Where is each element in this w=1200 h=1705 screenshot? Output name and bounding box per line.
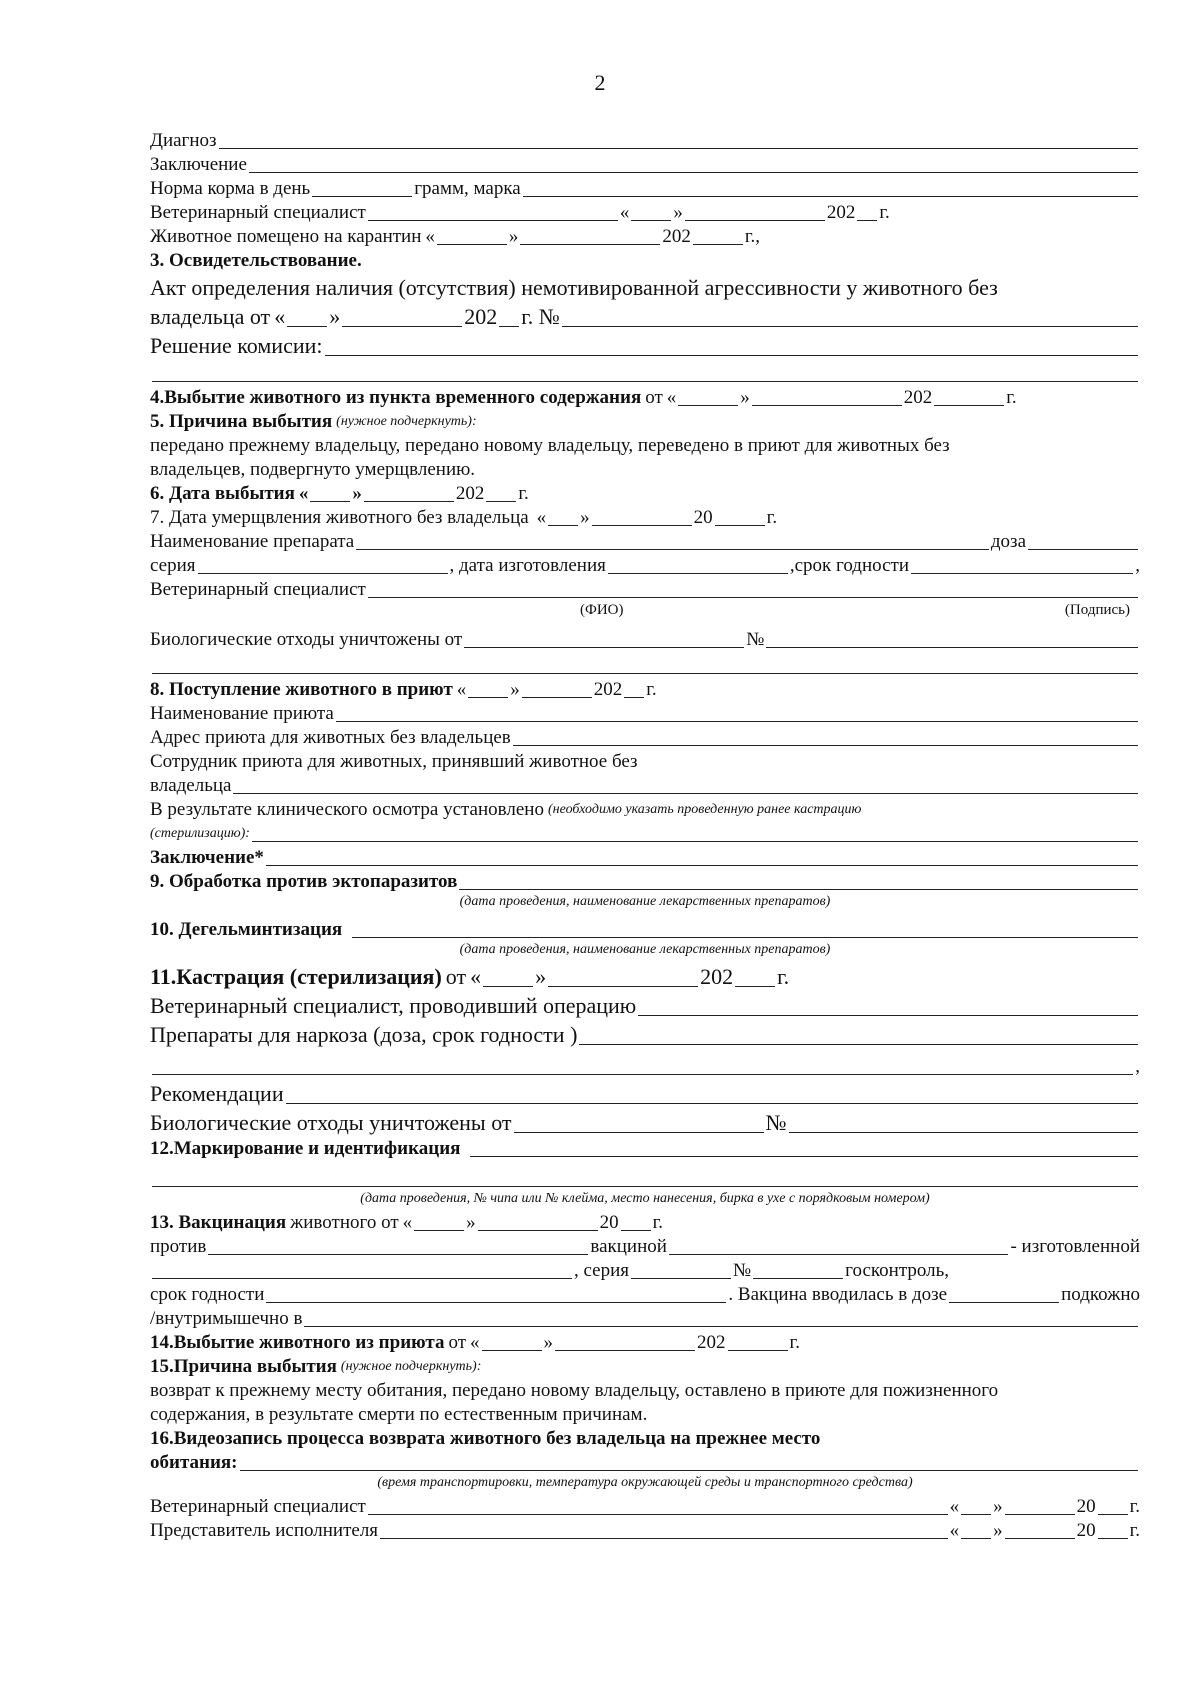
s7-bio-no-label: № (746, 629, 765, 650)
s4-year-suffix: г. (1006, 387, 1017, 408)
s9-field[interactable] (459, 889, 1138, 890)
s8-employee-label2: владельца (150, 775, 232, 796)
s7-day-field[interactable] (548, 525, 578, 526)
s7-series-field[interactable] (198, 573, 448, 574)
s3-act-from: владельца от (150, 304, 271, 329)
s7-bio-label: Биологические отходы уничтожены от (150, 629, 463, 650)
s16-vet-row (150, 1494, 1140, 1518)
s13-against-field[interactable] (208, 1254, 588, 1255)
s3-act-line2 (150, 301, 1140, 330)
s3-decision-line2 (150, 359, 1140, 385)
vet-year-suffix: г. (879, 202, 890, 223)
s7-series-row (150, 553, 1140, 577)
s16-hint: (время транспортировки, температура окружающей среды и транспортного средства) (377, 1475, 913, 1490)
s13-text: животного от (290, 1212, 399, 1233)
s16-hint-row (150, 1474, 1140, 1494)
s13-dose-label: . Вакцина вводилась в дозе (728, 1284, 948, 1305)
s11-vet-field[interactable] (638, 1015, 1138, 1016)
s7-vet-hints (150, 601, 1140, 621)
s7-drug-row (150, 529, 1140, 553)
s8-year-suffix: г. (646, 679, 657, 700)
s4-day-field[interactable] (678, 405, 738, 406)
s15-text1-row (150, 1378, 1140, 1402)
quote-open: « (619, 202, 630, 223)
s16-vet-day-field[interactable] (961, 1514, 991, 1515)
vet-label: Ветеринарный специалист (150, 202, 366, 223)
s3-month-field[interactable] (342, 326, 462, 327)
s8-employee-label1: Сотрудник приюта для животных, принявший животное без (150, 751, 638, 772)
quote-close: » (993, 1520, 1003, 1541)
s15-text1: возврат к прежнему месту обитания, передано новому владельцу, оставлено в приюте для пожизненного (150, 1380, 999, 1401)
s7-year-suffix: г. (766, 507, 778, 528)
s7-expiry-field[interactable] (911, 573, 1133, 574)
s3-decision-label: Решение комисии: (150, 333, 323, 358)
s8-exam-row (150, 797, 1140, 821)
s3-decision-row (150, 330, 1140, 359)
s14-year-suffix: г. (789, 1332, 800, 1353)
section-13-title: 13. Вакцинация (150, 1212, 287, 1233)
s13-im-label: /внутримышечно в (150, 1308, 303, 1329)
s13-expiry-row (150, 1282, 1140, 1306)
s13-vaccine-field[interactable] (669, 1254, 1009, 1255)
s11-recommend-field[interactable] (286, 1103, 1138, 1104)
s13-im-field[interactable] (304, 1326, 1138, 1327)
s13-dose-field[interactable] (949, 1302, 1059, 1303)
s8-conclusion-row (150, 845, 1140, 869)
s5-hint: (нужное подчеркнуть): (336, 414, 477, 429)
s7-fio-hint: (ФИО) (580, 602, 624, 618)
quote-close: » (580, 507, 590, 528)
s11-recommend-label: Рекомендации (150, 1081, 284, 1106)
quote-close: » (352, 483, 362, 504)
s11-bio-no-field[interactable] (789, 1132, 1138, 1133)
s7-bio-line2 (150, 651, 1140, 677)
s12-field[interactable] (470, 1156, 1138, 1157)
section-14-title: 14.Выбытие животного из приюта (150, 1332, 445, 1353)
s13-year-suffix: г. (652, 1212, 664, 1233)
s14-month-field[interactable] (555, 1350, 695, 1351)
section-11-row (150, 961, 1140, 990)
s11-bio-no-label: № (765, 1110, 787, 1135)
s10-hint-row (150, 941, 1140, 961)
s11-month-field[interactable] (548, 986, 698, 987)
s16-rep-row (150, 1518, 1140, 1542)
s7-drug-field[interactable] (356, 549, 989, 550)
section-16-title1: 16.Видеозапись процесса возврата животного без владельца на прежнее место (150, 1428, 821, 1449)
s4-year-field[interactable] (934, 405, 1004, 406)
s7-dose-label: доза (990, 531, 1026, 552)
section-11-title: 11.Кастрация (стерилизация) (150, 964, 442, 989)
feed-norm-label: Норма корма в день (150, 178, 311, 199)
s13-expiry-field[interactable] (266, 1302, 726, 1303)
s11-comma: , (1135, 1056, 1140, 1077)
s10-hint: (дата проведения, наименование лекарственных препаратов) (459, 942, 831, 957)
s8-exam-hint2: (стерилизацию): (150, 826, 250, 841)
s7-month-field[interactable] (592, 525, 692, 526)
s7-bio-row (150, 621, 1140, 651)
quote-close: » (510, 679, 520, 700)
s11-drugs-row2 (150, 1048, 1140, 1078)
section-16-row1 (150, 1426, 1140, 1450)
s13-sub-label: подкожно (1061, 1284, 1140, 1305)
conclusion-row (150, 152, 1140, 176)
section-5-title: 5. Причина выбытия (150, 411, 333, 432)
s15-text2-row (150, 1402, 1140, 1426)
s7-year-field[interactable] (715, 525, 765, 526)
s16-vet-year: 20 (1076, 1496, 1096, 1517)
s15-hint: (нужное подчеркнуть): (340, 1359, 482, 1374)
s13-series-field[interactable] (631, 1278, 731, 1279)
quote-open: « (470, 964, 482, 989)
s13-vaccine-label: вакциной (590, 1236, 667, 1257)
s7-sign-hint: (Подпись) (1064, 602, 1130, 618)
s8-exam-label: В результате клинического осмотра установлено (150, 799, 544, 820)
s16-rep-day-field[interactable] (961, 1538, 991, 1539)
s7-made-field[interactable] (608, 573, 788, 574)
s13-series-label: , серия (574, 1260, 630, 1281)
quote-close: » (673, 202, 683, 223)
s8-conclusion-field[interactable] (266, 865, 1138, 866)
s8-exam-row2 (150, 821, 1140, 845)
s11-drugs-row (150, 1019, 1140, 1048)
s7-drug-label: Наименование препарата (150, 531, 355, 552)
s13-year: 20 (599, 1212, 619, 1233)
section-5-row (150, 409, 1140, 433)
quote-close: » (329, 304, 341, 329)
s8-exam-field[interactable] (252, 841, 1138, 842)
s13-control-label: госконтроль, (845, 1260, 949, 1281)
vet-year: 202 (826, 202, 856, 223)
s11-drugs-label: Препараты для наркоза (доза, срок годности ) (150, 1022, 578, 1047)
s7-dose-field[interactable] (1028, 549, 1138, 550)
s8-employee-row2 (150, 773, 1140, 797)
s14-year: 202 (697, 1332, 726, 1353)
quote-close: » (466, 1212, 476, 1233)
section-15-row (150, 1354, 1140, 1378)
s16-vet-month-field[interactable] (1005, 1514, 1075, 1515)
quote-close: » (740, 387, 750, 408)
s8-year-field[interactable] (624, 697, 644, 698)
section-13-row (150, 1210, 1140, 1234)
s13-im-row (150, 1306, 1140, 1330)
section-7-title: 7. Дата умерщвления животного без владельца (150, 507, 529, 528)
s7-bio-date-field[interactable] (464, 647, 744, 648)
s3-number-field[interactable] (562, 326, 1138, 327)
quarantine-year-field[interactable] (693, 244, 743, 245)
s11-drugs-field[interactable] (579, 1044, 1138, 1045)
diagnosis-row (150, 128, 1140, 152)
section-4-row (150, 385, 1140, 409)
s3-act-text: Акт определения наличия (отсутствия) немотивированной агрессивности у животного без (150, 275, 998, 300)
s8-address-row (150, 725, 1140, 749)
s8-exam-hint1: (необходимо указать проведенную ранее кастрацию (547, 802, 862, 817)
s11-bio-date-field[interactable] (514, 1132, 764, 1133)
s7-bio-no-field[interactable] (766, 647, 1138, 648)
s8-name-row (150, 701, 1140, 725)
s11-drugs-field-2[interactable] (152, 1074, 1133, 1075)
quote-open: « (298, 483, 309, 504)
s16-rep-year-field[interactable] (1098, 1538, 1128, 1539)
s3-year: 202 (464, 304, 498, 329)
s11-recommend-row (150, 1078, 1140, 1107)
section-8-title: 8. Поступление животного в приют (150, 679, 453, 700)
s12-line2 (150, 1160, 1140, 1190)
s13-month-field[interactable] (478, 1230, 598, 1231)
s13-no-field[interactable] (753, 1278, 843, 1279)
s9-hint-row (150, 893, 1140, 913)
quote-open: « (949, 1520, 960, 1541)
s5-text1-row (150, 433, 1140, 457)
s11-from: от (445, 964, 467, 989)
section-6-row (150, 481, 1140, 505)
s5-text2: владельцев, подвергнуто умерщвлению. (150, 459, 476, 480)
quote-open: « (425, 226, 435, 247)
quote-open: « (666, 387, 677, 408)
s11-day-field[interactable] (483, 986, 533, 987)
s16-rep-month-field[interactable] (1005, 1538, 1075, 1539)
diagnosis-field[interactable] (219, 148, 1138, 149)
section-7-row (150, 505, 1140, 529)
s13-expiry-label: срок годности (150, 1284, 265, 1305)
s8-employee-field[interactable] (233, 793, 1138, 794)
s8-address-field[interactable] (513, 745, 1138, 746)
s11-bio-row (150, 1107, 1140, 1136)
s14-day-field[interactable] (482, 1350, 542, 1351)
quote-open: « (470, 1332, 480, 1353)
s11-bio-label: Биологические отходы уничтожены от (150, 1110, 512, 1135)
quote-open: « (274, 304, 286, 329)
quote-close: » (543, 1332, 554, 1353)
s7-year: 20 (693, 507, 713, 528)
s11-vet-label: Ветеринарный специалист, проводивший операцию (150, 993, 637, 1018)
s7-made-label: , дата изготовления (449, 555, 606, 576)
s16-vet-year-suffix: г. (1129, 1496, 1140, 1517)
feed-grams-label: грамм, марка (414, 178, 521, 199)
s8-conclusion-label: Заключение* (150, 847, 264, 868)
s9-hint: (дата проведения, наименование лекарственных препаратов) (459, 894, 831, 909)
section-4-title: 4.Выбытие животного из пункта временного содержания (150, 387, 642, 408)
s11-year: 202 (700, 964, 734, 989)
s5-text2-row (150, 457, 1140, 481)
vet-day-field[interactable] (631, 220, 671, 221)
section-16-row2 (150, 1450, 1140, 1474)
veterinary-form (150, 128, 1140, 1542)
s11-year-field[interactable] (735, 986, 775, 987)
quarantine-day-field[interactable] (437, 244, 507, 245)
diagnosis-label: Диагноз (150, 130, 217, 151)
s7-expiry-label: ,срок годности (789, 555, 910, 576)
s4-month-field[interactable] (752, 405, 902, 406)
s13-no-label: № (733, 1260, 752, 1281)
section-3-title-row (150, 248, 1140, 272)
vet-name-field[interactable] (368, 220, 618, 221)
s6-day-field[interactable] (310, 501, 350, 502)
quote-open: « (949, 1496, 960, 1517)
s8-name-label: Наименование приюта (150, 703, 334, 724)
section-3-title: 3. Освидетельствование. (150, 250, 362, 271)
s3-decision-field-2[interactable] (152, 381, 1138, 382)
quarantine-year: 202 (662, 226, 691, 247)
s16-rep-year-suffix: г. (1129, 1520, 1140, 1541)
page-number: 2 (594, 70, 606, 95)
section-10-title: 10. Дегельминтизация (150, 919, 343, 940)
s8-year: 202 (593, 679, 623, 700)
vet-year-field[interactable] (857, 220, 877, 221)
s15-text2: содержания, в результате смерти по естественным причинам. (150, 1404, 648, 1425)
feed-brand-field[interactable] (523, 196, 1138, 197)
s13-against-label: против (150, 1236, 207, 1257)
quote-open: « (456, 679, 467, 700)
s3-act-line1 (150, 272, 1140, 301)
vet-month-field[interactable] (685, 220, 825, 221)
s3-day-field[interactable] (287, 326, 327, 327)
s7-comma: , (1135, 555, 1140, 576)
s13-series-row (150, 1258, 1140, 1282)
conclusion-label: Заключение (150, 154, 247, 175)
s13-against-row (150, 1234, 1140, 1258)
s16-vet-label: Ветеринарный специалист (150, 1496, 366, 1517)
s8-month-field[interactable] (522, 697, 592, 698)
quote-open: « (402, 1212, 413, 1233)
quote-open: « (536, 507, 547, 528)
quarantine-month-field[interactable] (520, 244, 660, 245)
s16-rep-label: Представитель исполнителя (150, 1520, 379, 1541)
s4-year: 202 (903, 387, 933, 408)
s8-employee-row1 (150, 749, 1140, 773)
s16-field[interactable] (240, 1470, 1138, 1471)
s8-day-field[interactable] (468, 697, 508, 698)
quarantine-year-suffix: г., (744, 226, 761, 247)
s6-year: 202 (455, 483, 485, 504)
s16-rep-year: 20 (1076, 1520, 1096, 1541)
s3-number-label: г. № (521, 304, 560, 329)
s10-field[interactable] (352, 937, 1138, 938)
s13-year-field[interactable] (621, 1230, 651, 1231)
s7-series-label: серия (150, 555, 196, 576)
s7-vet-row (150, 577, 1140, 601)
s8-address-label: Адрес приюта для животных без владельцев (150, 727, 511, 748)
section-16-title2: обитания: (150, 1452, 238, 1473)
s7-vet-label: Ветеринарный специалист (150, 579, 366, 600)
feed-grams-field[interactable] (312, 196, 412, 197)
s6-year-field[interactable] (486, 501, 516, 502)
s12-hint: (дата проведения, № чипа или № клейма, место нанесения, бирка в ухе с порядковым номером) (360, 1191, 930, 1206)
quote-close: » (508, 226, 519, 247)
s3-year-field[interactable] (499, 326, 519, 327)
feed-row (150, 176, 1140, 200)
s6-year-suffix: г. (518, 483, 529, 504)
s7-bio-field-2[interactable] (152, 673, 1138, 674)
section-12-title: 12.Маркирование и идентификация (150, 1138, 461, 1159)
quote-close: » (535, 964, 547, 989)
s12-field-2[interactable] (152, 1186, 1138, 1187)
quarantine-label: Животное помещено на карантин (150, 226, 422, 247)
s5-text1: передано прежнему владельцу, передано новому владельцу, переведено в приют для животных без (150, 435, 950, 456)
s14-from: от (448, 1332, 467, 1353)
s13-maker-field[interactable] (152, 1278, 572, 1279)
s16-rep-field[interactable] (380, 1538, 948, 1539)
section-14-row (150, 1330, 1140, 1354)
section-9-title: 9. Обработка против эктопаразитов (150, 871, 458, 892)
section-9-row (150, 869, 1140, 893)
s11-vet-row (150, 990, 1140, 1019)
s8-name-field[interactable] (336, 721, 1138, 722)
s11-year-suffix: г. (777, 964, 790, 989)
s4-from: от (645, 387, 663, 408)
s13-made-label: - изготовленной (1010, 1236, 1140, 1257)
section-15-title: 15.Причина выбытия (150, 1356, 337, 1377)
section-8-row (150, 677, 1140, 701)
s14-year-field[interactable] (728, 1350, 788, 1351)
s16-vet-field[interactable] (368, 1514, 948, 1515)
s12-hint-row (150, 1190, 1140, 1210)
section-6-title: 6. Дата выбытия (150, 483, 295, 504)
conclusion-field[interactable] (249, 172, 1138, 173)
s3-decision-field[interactable] (325, 355, 1139, 356)
s7-vet-field[interactable] (368, 597, 1138, 598)
vet-row (150, 200, 1140, 224)
s16-vet-year-field[interactable] (1098, 1514, 1128, 1515)
s6-month-field[interactable] (364, 501, 454, 502)
quote-close: » (993, 1496, 1003, 1517)
section-10-row (150, 913, 1140, 941)
s13-day-field[interactable] (414, 1230, 464, 1231)
section-12-row (150, 1136, 1140, 1160)
quarantine-row (150, 224, 1140, 248)
